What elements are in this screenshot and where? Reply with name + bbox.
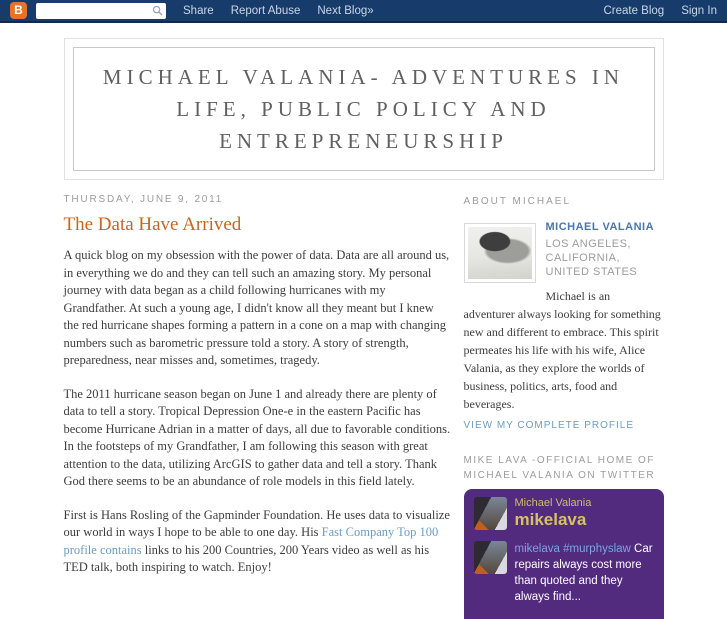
search-icon[interactable] [152, 5, 163, 16]
twitter-identity [515, 497, 592, 530]
tweet-row [474, 541, 654, 605]
profile-photo[interactable] [464, 223, 536, 283]
post-body [64, 247, 451, 577]
post-date: THURSDAY, JUNE 9, 2011 [63, 194, 224, 205]
twitter-box [464, 489, 664, 619]
twitter-widget [464, 453, 664, 619]
profile-location: LOS ANGELES, CALIFORNIA, UNITED STATES [545, 238, 638, 278]
twitter-username-link[interactable]: mikelava [514, 510, 587, 529]
tweet-user-link[interactable]: mikelava [514, 543, 560, 555]
twitter-avatar[interactable] [474, 497, 507, 530]
blog-header-frame [64, 38, 664, 180]
navbar-search[interactable] [36, 3, 166, 19]
navbar-create-blog-link[interactable]: Create Blog [603, 4, 665, 17]
twitter-profile-row [474, 497, 654, 530]
tweet-body-text: Car repairs always cost more than quoted and they always find... [514, 543, 653, 603]
blog-header-inner-frame [73, 47, 655, 171]
twitter-display-name: Michael Valania [514, 497, 592, 509]
tweet-hashtag-link[interactable]: #murphyslaw [563, 543, 631, 555]
post-text: links to his 200 Countries, 200 Years video as well as his TED talk, both inspiring to watch. Enjoy! [63, 542, 430, 574]
post-paragraph: A quick blog on my obsession with the power of data. Data are all around us, in everything we do and they can tell such an amazing story. My personal journey with data began as a child following hurricanes with my Grandfather. At such a young age, I didn't know all they meant but I knew the red hurricane shapes forming a pattern in a cone on a map with changing numbers such as barometric pressure told a story. A story of strength, preparedness, near misses and, sometimes, tragedy. [63, 248, 450, 367]
tweet-avatar[interactable] [474, 541, 507, 574]
search-input[interactable] [40, 3, 152, 18]
blogger-logo-icon[interactable]: B [10, 2, 27, 19]
sidebar [464, 194, 664, 619]
post-paragraph [64, 507, 451, 577]
blogger-navbar [0, 0, 727, 23]
post-paragraph: The 2011 hurricane season began on June 1 and already there are plenty of data to tell a story. Tropical Depression One-e in the eastern Pacific has become Hurricane Adrian in a matter of days, all due to favorable conditions. In the footsteps of my Grandfather, I am following this season with great attention to the data, utilizing ArcGIS to gather data and tell a story. Thank God there seems to be an abundance of role models in this field lately. [63, 386, 451, 488]
about-widget [464, 194, 664, 453]
navbar-sign-in-link[interactable]: Sign In [681, 4, 717, 17]
post-title-link[interactable]: The Data Have Arrived [63, 214, 242, 235]
navbar-right-links [586, 5, 717, 17]
posts-column [64, 194, 451, 619]
post-text: First is Hans Rosling of the Gapminder Foundation. He uses data to visualize our world in ways I hope to be able to one day. His [63, 507, 450, 539]
blog-title[interactable]: MICHAEL VALANIA- ADVENTURES IN LIFE, PUBLIC POLICY AND ENTREPRENEURSHIP [102, 65, 625, 153]
about-widget-title: ABOUT MICHAEL [463, 196, 571, 207]
profile-bio: Michael is an adventurer always looking for something new and different to embrace. This spirit permeates his life with his wife, Alice Valania, as they explore the worlds of business, politics, arts, food and beverages. [463, 289, 661, 411]
fast-company-link[interactable]: Fast Company Top 100 profile contains [63, 525, 439, 557]
twitter-widget-title: MIKE LAVA -OFFICIAL HOME OF MICHAEL VALANIA ON TWITTER [463, 455, 656, 481]
profile-photo-image [468, 227, 532, 279]
main-content [64, 194, 664, 619]
navbar-share-link[interactable]: Share [183, 4, 214, 17]
tweet-text [515, 541, 654, 605]
navbar-next-blog-link[interactable]: Next Blog» [317, 4, 374, 17]
navbar-report-abuse-link[interactable]: Report Abuse [230, 4, 301, 17]
profile-name-link[interactable]: MICHAEL VALANIA [545, 221, 655, 233]
view-profile-link[interactable]: VIEW MY COMPLETE PROFILE [463, 420, 635, 431]
